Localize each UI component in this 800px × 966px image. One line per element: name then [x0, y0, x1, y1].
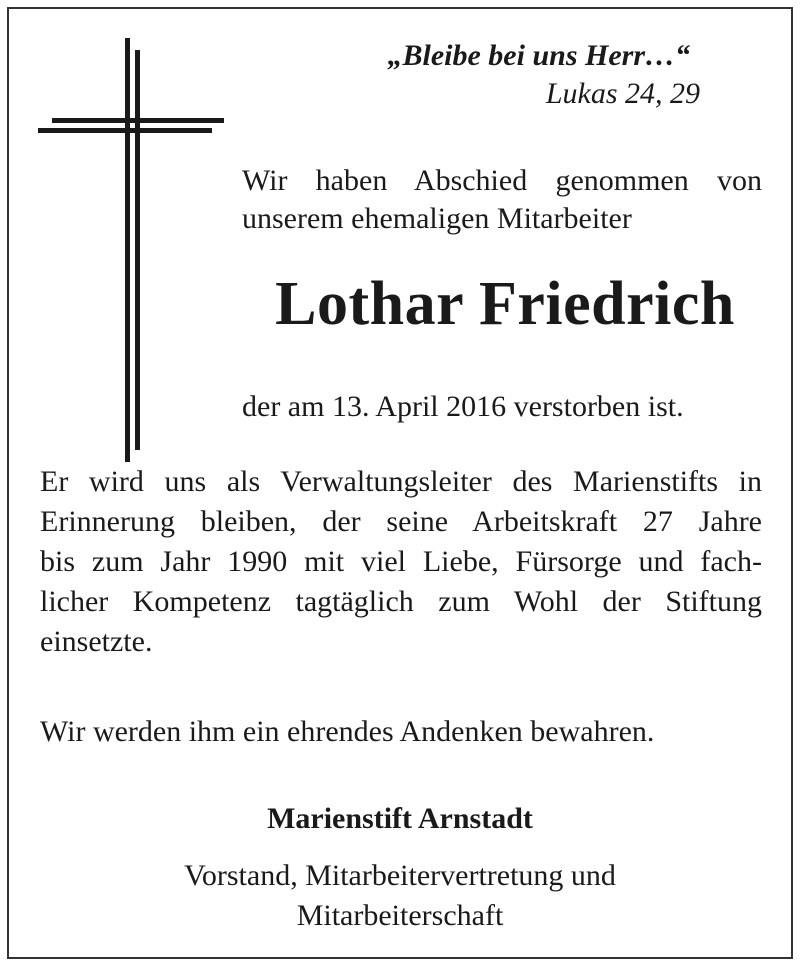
bible-reference: Lukas 24, 29 — [545, 77, 700, 110]
bible-quote: „Bleibe bei uns Herr…“ — [387, 39, 690, 72]
intro-line-1: Wir haben Abschied genommen von — [242, 164, 762, 197]
tribute-paragraph — [40, 462, 762, 662]
intro-line-2: unserem ehemaligen Mitarbeiter — [242, 202, 632, 235]
tribute-line: licher Kompetenz tagtäglich zum Wohl der Stiftung — [40, 585, 762, 618]
deceased-name: Lothar Friedrich — [275, 270, 735, 338]
tribute-line: Er wird uns als Verwaltungsleiter des Marienstifts in — [40, 465, 762, 498]
tribute-line: Erinnerung bleiben, der seine Arbeitskraft 27 Jahre — [40, 505, 762, 538]
signatories-line-1: Vorstand, Mitarbeitervertretung und — [184, 859, 616, 892]
death-date-line: der am 13. April 2016 verstorben ist. — [242, 390, 684, 423]
intro-text — [242, 162, 762, 238]
tribute-line: einsetzte. — [40, 625, 153, 658]
organization-name: Marienstift Arnstadt — [267, 802, 533, 835]
signatories — [0, 856, 800, 936]
closing-sentence: Wir werden ihm ein ehrendes Andenken bewahren. — [40, 715, 655, 748]
signatories-line-2: Mitarbeiterschaft — [296, 899, 504, 932]
cross-icon — [38, 38, 224, 462]
tribute-line: bis zum Jahr 1990 mit viel Liebe, Fürsorge und fach- — [40, 545, 762, 578]
